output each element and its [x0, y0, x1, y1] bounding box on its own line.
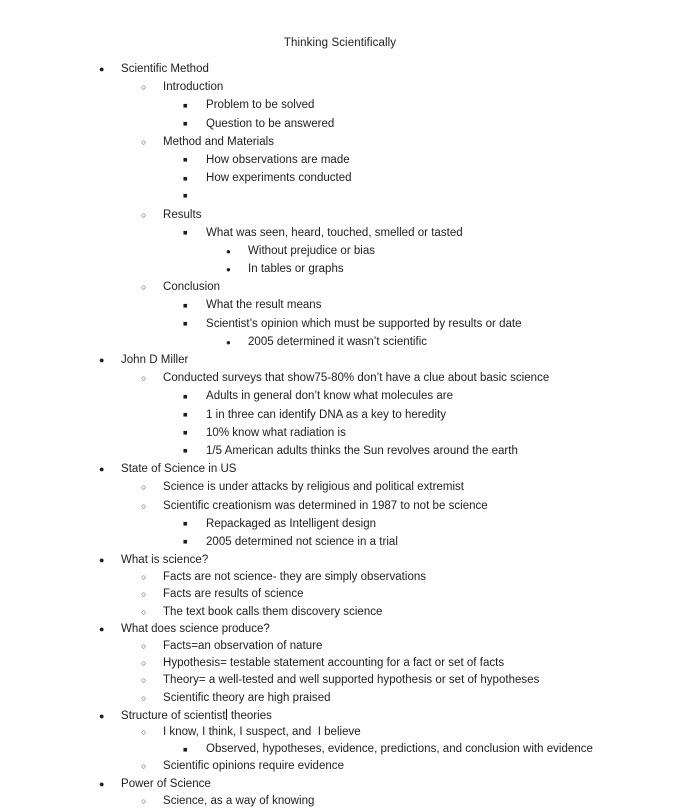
- bullet-level1-icon: ●: [99, 64, 105, 74]
- outline-item-text: What does science produce?: [121, 622, 270, 635]
- bullet-level1-icon: ●: [99, 355, 105, 365]
- bullet-level3-icon: ■: [183, 173, 188, 183]
- bullet-level3-icon: ■: [183, 519, 188, 529]
- bullet-level1-icon: ●: [99, 464, 105, 475]
- outline-item-text: Science, as a way of knowing: [163, 794, 315, 807]
- outline-item-text: Hypothesis= testable statement accounting for a fact or set of facts: [163, 657, 505, 670]
- bullet-level2-icon: ○: [141, 572, 147, 583]
- outline-item-level1[interactable]: [0, 778, 680, 795]
- outline-item-text: 2005 determined it wasn’t scientific: [248, 335, 428, 348]
- outline-item-text: 2005 determined not science in a trial: [206, 535, 398, 548]
- bullet-level3-icon: ■: [183, 300, 188, 310]
- outline-item-level1[interactable]: [0, 354, 680, 372]
- bullet-level2-icon: ○: [141, 373, 147, 384]
- outline-item-level4[interactable]: [0, 263, 680, 281]
- bullet-level2-icon: ○: [141, 209, 147, 220]
- outline-item-text: John D Miller: [121, 354, 189, 366]
- bullet-level1-icon: ●: [99, 555, 105, 566]
- bullet-level2-icon: ○: [141, 606, 147, 617]
- outline-item-level2[interactable]: [0, 606, 680, 623]
- outline-item-level3[interactable]: [0, 154, 680, 172]
- bullet-level2-icon: ○: [141, 658, 147, 669]
- outline-item-text: Scientific creationism was determined in 1987 to not be science: [163, 499, 488, 512]
- outline-item-level3[interactable]: [0, 227, 680, 245]
- outline-item-text: Repackaged as Intelligent design: [206, 517, 377, 530]
- outline-item-text: How experiments conducted: [206, 172, 352, 185]
- outline-item-text: 1 in three can identify DNA as a key to heredity: [206, 408, 447, 421]
- outline-item-level1[interactable]: [0, 463, 680, 481]
- bullet-level3-icon: ■: [183, 119, 188, 129]
- outline-item-text: Facts are not science- they are simply observations: [163, 571, 427, 584]
- bullet-level3-icon: ■: [183, 410, 188, 420]
- outline-item-text: Adults in general don’t know what molecules are: [206, 390, 454, 403]
- outline-item-text: Method and Materials: [163, 135, 274, 148]
- outline-item-text: Observed, hypotheses, evidence, predictions, and conclusion with evidence: [206, 743, 593, 756]
- bullet-level3-icon: ■: [183, 744, 188, 754]
- bullet-level2-icon: ○: [141, 82, 147, 93]
- outline-item-level2[interactable]: [0, 657, 680, 674]
- outline-item-level1[interactable]: [0, 63, 680, 81]
- outline-item-text: Theory= a well-tested and well supported hypothesis or set of hypotheses: [163, 674, 540, 687]
- outline-item-level2[interactable]: [0, 209, 680, 227]
- outline-item-level3[interactable]: [0, 318, 680, 336]
- outline-item-text: What was seen, heard, touched, smelled or tasted: [206, 226, 463, 239]
- bullet-level1-icon: ●: [99, 778, 105, 789]
- bullet-level3-icon: ■: [183, 155, 188, 165]
- outline-item-level4[interactable]: [0, 336, 680, 354]
- bullet-level2-icon: ○: [141, 282, 147, 293]
- outline-item-text: Question to be answered: [206, 117, 335, 130]
- outline-item-level2[interactable]: [0, 640, 680, 657]
- bullet-level2-icon: ○: [141, 675, 147, 686]
- outline-item-text: In tables or graphs: [248, 263, 344, 276]
- outline-item-level3[interactable]: [0, 518, 680, 536]
- bullet-level2-icon: ○: [141, 500, 147, 511]
- outline-item-text: 1/5 American adults thinks the Sun revolves around the earth: [206, 444, 518, 457]
- outline-item-text: I know, I think, I suspect, and I believe: [163, 725, 361, 738]
- outline-item-level2[interactable]: [0, 692, 680, 709]
- bullet-level4-icon: ●: [226, 246, 231, 256]
- text-cursor-caret: [226, 709, 227, 720]
- outline-item-text: Facts are results of science: [163, 588, 304, 601]
- outline-item-text: Scientist’s opinion which must be supported by results or date: [206, 317, 522, 330]
- outline-item-text: What is science?: [121, 554, 209, 567]
- outline-item-level2[interactable]: [0, 674, 680, 691]
- outline-item-text: Problem to be solved: [206, 99, 315, 112]
- outline-item-text: Power of Science: [121, 777, 211, 790]
- bullet-level2-icon: ○: [141, 641, 147, 651]
- outline-item-level2[interactable]: [0, 81, 680, 99]
- bullet-level3-icon: ■: [183, 228, 188, 238]
- bullet-level3-icon: ■: [183, 428, 188, 438]
- bullet-level2-icon: ○: [141, 136, 147, 147]
- outline-item-text: Scientific opinions require evidence: [163, 760, 344, 773]
- outline-item-level4[interactable]: [0, 245, 680, 263]
- outline-item-level3[interactable]: [0, 118, 680, 136]
- page-title: Thinking Scientifically: [283, 37, 397, 49]
- outline-item-level2[interactable]: [0, 726, 680, 743]
- outline-item-level3[interactable]: [0, 190, 680, 208]
- outline-item-text: Conclusion: [163, 281, 221, 294]
- outline-item-level2[interactable]: [0, 136, 680, 154]
- bullet-level2-icon: ○: [141, 726, 147, 737]
- bullet-level2-icon: ○: [141, 692, 147, 703]
- bullet-level4-icon: ●: [226, 337, 231, 347]
- outline-item-text: State of Science in US: [121, 463, 237, 476]
- outline-item-text: Conducted surveys that show75-80% don’t have a clue about basic science: [163, 372, 550, 385]
- outline-item-text: Scientific Method: [121, 63, 209, 75]
- outline-item-text: Facts=an observation of nature: [163, 640, 323, 652]
- outline-item-text: How observations are made: [206, 153, 350, 166]
- outline-item-level3[interactable]: [0, 299, 680, 317]
- outline-item-text: Without prejudice or bias: [248, 244, 376, 257]
- outline-item-level2[interactable]: [0, 588, 680, 605]
- outline-item-level2[interactable]: [0, 372, 680, 390]
- bullet-level3-icon: ■: [183, 446, 188, 456]
- outline-item-text: Science is under attacks by religious and political extremist: [163, 481, 464, 494]
- outline-item-level3[interactable]: [0, 99, 680, 117]
- outline-item-level3[interactable]: [0, 390, 680, 408]
- bullet-level4-icon: ●: [226, 265, 231, 275]
- bullet-level2-icon: ○: [141, 795, 147, 806]
- outline-item-level2[interactable]: [0, 500, 680, 518]
- outline-item-level1[interactable]: [0, 709, 680, 726]
- outline-item-level2[interactable]: [0, 795, 680, 812]
- outline-item-level3[interactable]: [0, 409, 680, 427]
- outline-item-level3[interactable]: [0, 172, 680, 190]
- outline-item-level3[interactable]: [0, 536, 680, 554]
- outline-item-text: What the result means: [206, 299, 322, 312]
- bullet-level1-icon: ●: [99, 710, 105, 721]
- bullet-level1-icon: ●: [99, 623, 105, 634]
- outline-list: [0, 63, 680, 812]
- outline-item-level1[interactable]: [0, 554, 680, 571]
- outline-item-text: Introduction: [163, 81, 224, 94]
- bullet-level3-icon: ■: [183, 391, 188, 401]
- outline-item-text: Results: [163, 208, 202, 221]
- outline-item-text: The text book calls them discovery science: [163, 605, 383, 618]
- outline-item-level2[interactable]: [0, 281, 680, 299]
- outline-item-level1[interactable]: [0, 623, 680, 640]
- outline-item-level2[interactable]: [0, 481, 680, 499]
- bullet-level3-icon: ■: [183, 319, 188, 329]
- bullet-level2-icon: ○: [141, 761, 147, 772]
- outline-item-level3[interactable]: [0, 743, 680, 760]
- bullet-level2-icon: ○: [141, 482, 147, 493]
- outline-item-text: 10% know what radiation is: [206, 426, 346, 439]
- outline-item-level3[interactable]: [0, 445, 680, 463]
- bullet-level3-icon: ■: [183, 537, 188, 547]
- bullet-level3-icon: ■: [183, 100, 188, 110]
- outline-item-text: Scientific theory are high praised: [163, 691, 331, 704]
- outline-item-level2[interactable]: [0, 571, 680, 588]
- bullet-level2-icon: ○: [141, 589, 147, 600]
- outline-item-text: Structure of scientist theories: [121, 709, 272, 722]
- outline-item-level3[interactable]: [0, 427, 680, 445]
- bullet-level3-icon: ■: [183, 190, 188, 200]
